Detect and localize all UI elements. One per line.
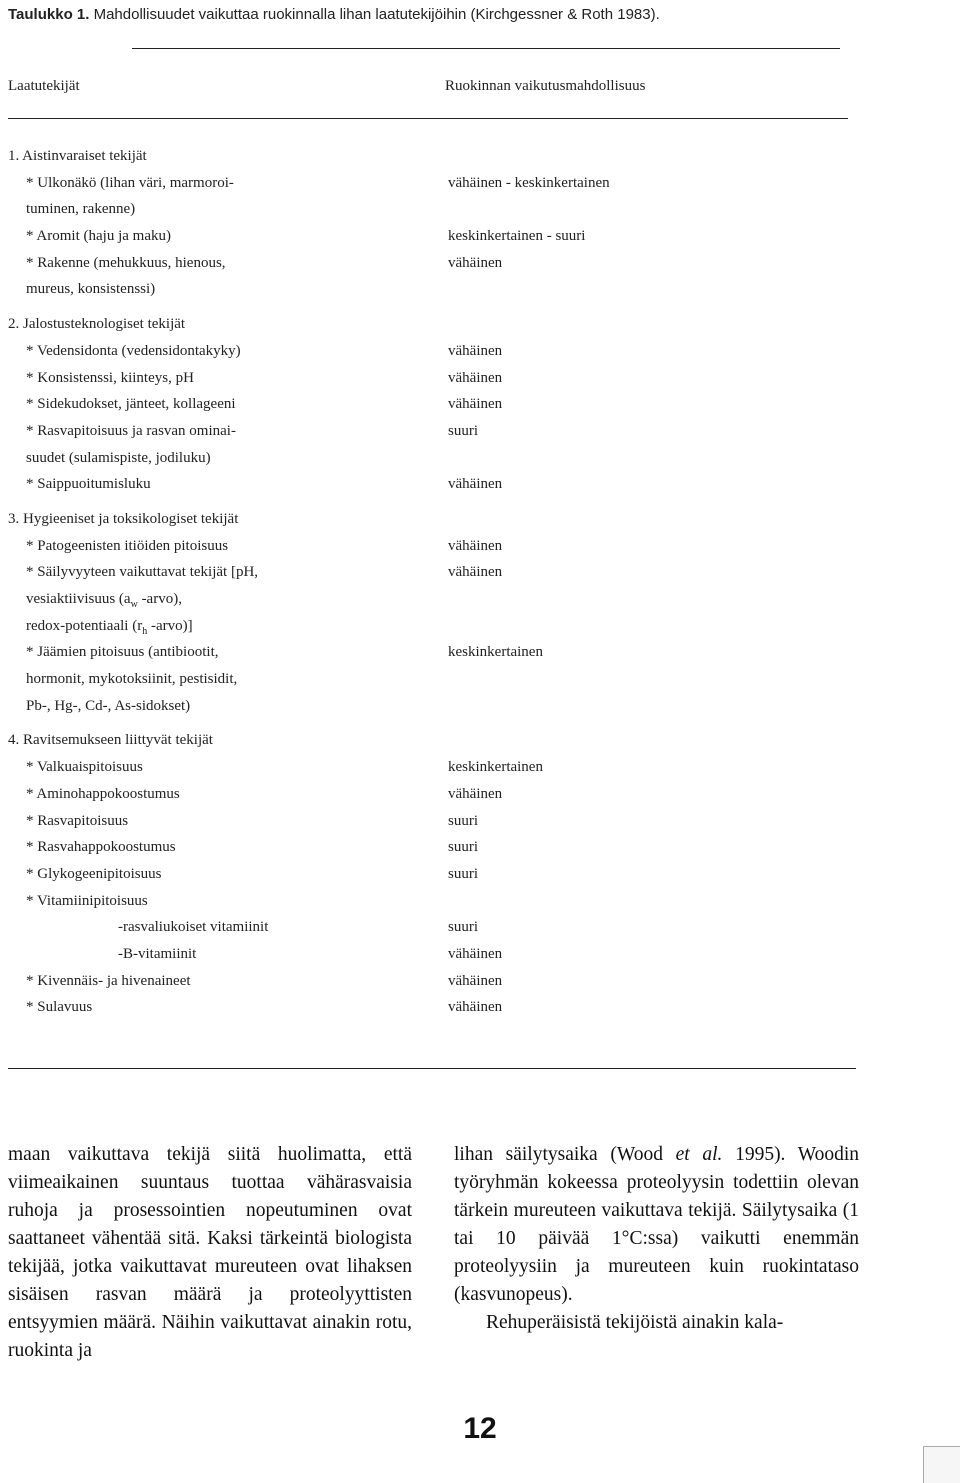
- table-row: [0, 917, 960, 944]
- factor-cell: [118, 919, 268, 936]
- factor-text: * Rakenne (mehukkuus, hienous,: [26, 254, 226, 271]
- table-row: [0, 536, 960, 563]
- page-curl-corner: [923, 1446, 960, 1483]
- body-column-left: [8, 1141, 412, 1365]
- factor-cell: [26, 281, 155, 298]
- effect-cell: suuri: [448, 919, 478, 936]
- factor-text: -B-vitamiinit: [118, 945, 197, 962]
- factor-cell: [26, 476, 151, 493]
- factor-cell: [26, 538, 228, 555]
- effect-cell: vähäinen: [448, 396, 503, 413]
- section-gap: [0, 306, 960, 314]
- table-row: [0, 757, 960, 784]
- table-row: [0, 253, 960, 280]
- body-text: lihan säilytysaika (Wood: [454, 1144, 676, 1165]
- table-top-rule: [132, 48, 840, 49]
- factor-cell: [26, 999, 92, 1016]
- table-row: [0, 368, 960, 395]
- factor-text: * Glykogeenipitoisuus: [26, 865, 162, 882]
- factor-cell: [26, 839, 176, 856]
- factor-cell: [26, 450, 211, 467]
- factor-text: * Vedensidonta (vedensidontakyky): [26, 342, 241, 359]
- table-row: [0, 669, 960, 696]
- table-row: [0, 474, 960, 501]
- table-row: [0, 173, 960, 200]
- factor-text: -arvo)]: [147, 617, 193, 634]
- factor-cell: [118, 946, 196, 963]
- table-row: [0, 314, 960, 341]
- table-caption: [8, 6, 948, 23]
- body-paragraph: maan vaikuttava tekijä siitä huolimatta, että viimeaikainen suuntaus tuottaa vähärasvaisia ruhoja ja prosessointien nopeutuminen ovat saattaneet vähentää sitä. Kaksi tärkeintä biologista tekijää, jotka vaikuttavat mureuteen ovat lihaksen sisäisen rasvan määrä ja proteolyyttisten entsyymien määrä. Näihin vaikuttavat ainakin rotu, ruokinta ja: [8, 1144, 412, 1361]
- section-gap: [0, 501, 960, 509]
- table-body: [0, 146, 960, 1024]
- table-row: [0, 997, 960, 1024]
- factor-cell: [26, 893, 148, 910]
- table-row: [0, 944, 960, 971]
- effect-cell: vähäinen: [448, 945, 503, 962]
- factor-cell: [26, 671, 237, 688]
- effect-cell: keskinkertainen - suuri: [448, 228, 586, 245]
- factor-cell: [26, 698, 190, 715]
- factor-cell: [8, 511, 238, 528]
- factor-cell: [26, 973, 191, 990]
- subscript: h: [142, 625, 148, 637]
- factor-cell: [26, 343, 241, 360]
- factor-text: * Sulavuus: [26, 999, 93, 1016]
- citation-etal: et al.: [675, 1144, 723, 1165]
- table-row: [0, 509, 960, 536]
- factor-text: * Patogeenisten itiöiden pitoisuus: [26, 537, 229, 554]
- table-row: [0, 341, 960, 368]
- factor-text: * Kivennäis- ja hivenaineet: [26, 972, 191, 989]
- table-row: [0, 864, 960, 891]
- factor-cell: [26, 396, 236, 413]
- effect-cell: vähäinen: [448, 785, 503, 802]
- table-row: [0, 616, 960, 643]
- factor-text: * Valkuaispitoisuus: [26, 759, 143, 776]
- table-row: [0, 642, 960, 669]
- factor-cell: [26, 175, 234, 192]
- effect-cell: vähäinen: [448, 476, 503, 493]
- effect-cell: vähäinen: [448, 999, 503, 1016]
- factor-text: * Sidekudokset, jänteet, kollageeni: [26, 396, 236, 413]
- effect-cell: vähäinen: [448, 564, 503, 581]
- effect-cell: keskinkertainen: [448, 644, 543, 661]
- column-header-effect: Ruokinnan vaikutusmahdollisuus: [445, 78, 646, 94]
- effect-cell: suuri: [448, 812, 478, 829]
- table-row: [0, 448, 960, 475]
- effect-cell: vähäinen: [448, 537, 503, 554]
- factor-text: 1. Aistinvaraiset tekijät: [8, 148, 147, 164]
- table-row: [0, 811, 960, 838]
- factor-text: 2. Jalostusteknologiset tekijät: [8, 316, 186, 333]
- factor-text: * Rasvapitoisuus: [26, 812, 129, 829]
- table-row: [0, 146, 960, 173]
- factor-cell: [8, 148, 147, 165]
- factor-cell: [26, 759, 143, 776]
- factor-text: * Aminohappokoostumus: [26, 785, 180, 802]
- effect-cell: vähäinen - keskinkertainen: [448, 174, 610, 191]
- factor-text: hormonit, mykotoksiinit, pestisidit,: [26, 671, 238, 688]
- factor-text: mureus, konsistenssi): [26, 281, 156, 298]
- factor-text: * Saippuoitumisluku: [26, 476, 151, 493]
- factor-text: tuminen, rakenne): [26, 201, 136, 218]
- factor-text: suudet (sulamispiste, jodiluku): [26, 449, 211, 466]
- factor-cell: [26, 591, 182, 610]
- factor-cell: [26, 813, 128, 830]
- factor-text: * Rasvahappokoostumus: [26, 839, 176, 856]
- table-row: [0, 696, 960, 723]
- effect-cell: suuri: [448, 839, 478, 856]
- factor-text: * Konsistenssi, kiinteys, pH: [26, 369, 194, 386]
- article-body: [8, 1141, 958, 1381]
- factor-cell: [26, 644, 218, 661]
- table-row: [0, 562, 960, 589]
- column-header-factor: Laatutekijät: [8, 78, 80, 94]
- subscript: w: [130, 599, 138, 610]
- factor-text: * Säilyvyyteen vaikuttavat tekijät [pH,: [26, 564, 259, 581]
- body-paragraph: [454, 1141, 859, 1309]
- table-bottom-rule: [8, 1068, 856, 1069]
- factor-cell: [26, 255, 226, 272]
- factor-cell: [26, 370, 194, 387]
- factor-text: redox-potentiaali (r: [26, 617, 143, 634]
- factor-cell: [26, 201, 135, 218]
- factor-text: 3. Hygieeniset ja toksikologiset tekijät: [8, 510, 239, 527]
- table-row: [0, 421, 960, 448]
- table-row: [0, 589, 960, 616]
- page-number: 12: [463, 1412, 497, 1445]
- table-row: [0, 837, 960, 864]
- table-row: [0, 971, 960, 998]
- table-row: [0, 394, 960, 421]
- factor-cell: [26, 786, 180, 803]
- factor-text: * Jäämien pitoisuus (antibiootit,: [26, 644, 219, 661]
- factor-text: * Rasvapitoisuus ja rasvan ominai-: [26, 422, 236, 439]
- factor-text: vesiaktiivisuus (a: [26, 591, 131, 607]
- body-text: 1995). Woodin työryhmän kokeessa proteolyysin todettiin olevan tärkein mureuteen vaikuttava tekijä. Säilytysaika (1 tai 10 päivää 1°C:ssa) vaikutti enemmän proteolyysiin ja mureuteen kuin ruokintataso (kasvunopeus).: [454, 1144, 859, 1305]
- table-row: [0, 730, 960, 757]
- factor-cell: [26, 866, 161, 883]
- effect-cell: vähäinen: [448, 972, 503, 989]
- factor-cell: [8, 732, 213, 749]
- factor-cell: [26, 423, 236, 440]
- effect-cell: vähäinen: [448, 342, 503, 359]
- effect-cell: suuri: [448, 865, 478, 882]
- effect-cell: keskinkertainen: [448, 759, 543, 776]
- factor-text: -rasvaliukoiset vitamiinit: [118, 919, 269, 936]
- section-gap: [0, 722, 960, 730]
- table-row: [0, 199, 960, 226]
- factor-cell: [26, 228, 171, 245]
- effect-cell: suuri: [448, 422, 478, 439]
- factor-text: -arvo),: [137, 591, 182, 607]
- effect-cell: vähäinen: [448, 369, 503, 386]
- factor-text: 4. Ravitsemukseen liittyvät tekijät: [8, 732, 213, 749]
- table-row: [0, 784, 960, 811]
- table-row: [0, 226, 960, 253]
- effect-cell: vähäinen: [448, 254, 503, 271]
- factor-cell: [26, 618, 193, 637]
- body-paragraph: Rehuperäisistä tekijöistä ainakin kala-: [486, 1312, 784, 1333]
- table-header-rule: [8, 118, 848, 119]
- body-column-right: [454, 1141, 859, 1337]
- factor-text: * Ulkonäkö (lihan väri, marmoroi-: [26, 174, 234, 191]
- factor-text: Pb-, Hg-, Cd-, As-sidokset): [26, 697, 191, 714]
- factor-text: * Vitamiinipitoisuus: [26, 892, 148, 909]
- caption-label: Taulukko 1.: [8, 6, 90, 23]
- table-row: [0, 279, 960, 306]
- factor-cell: [26, 564, 258, 581]
- caption-text: Mahdollisuudet vaikuttaa ruokinnalla lihan laatutekijöihin (Kirchgessner & Roth 1983).: [93, 6, 660, 23]
- factor-cell: [8, 316, 185, 333]
- factor-text: * Aromit (haju ja maku): [26, 228, 171, 245]
- table-row: [0, 891, 960, 918]
